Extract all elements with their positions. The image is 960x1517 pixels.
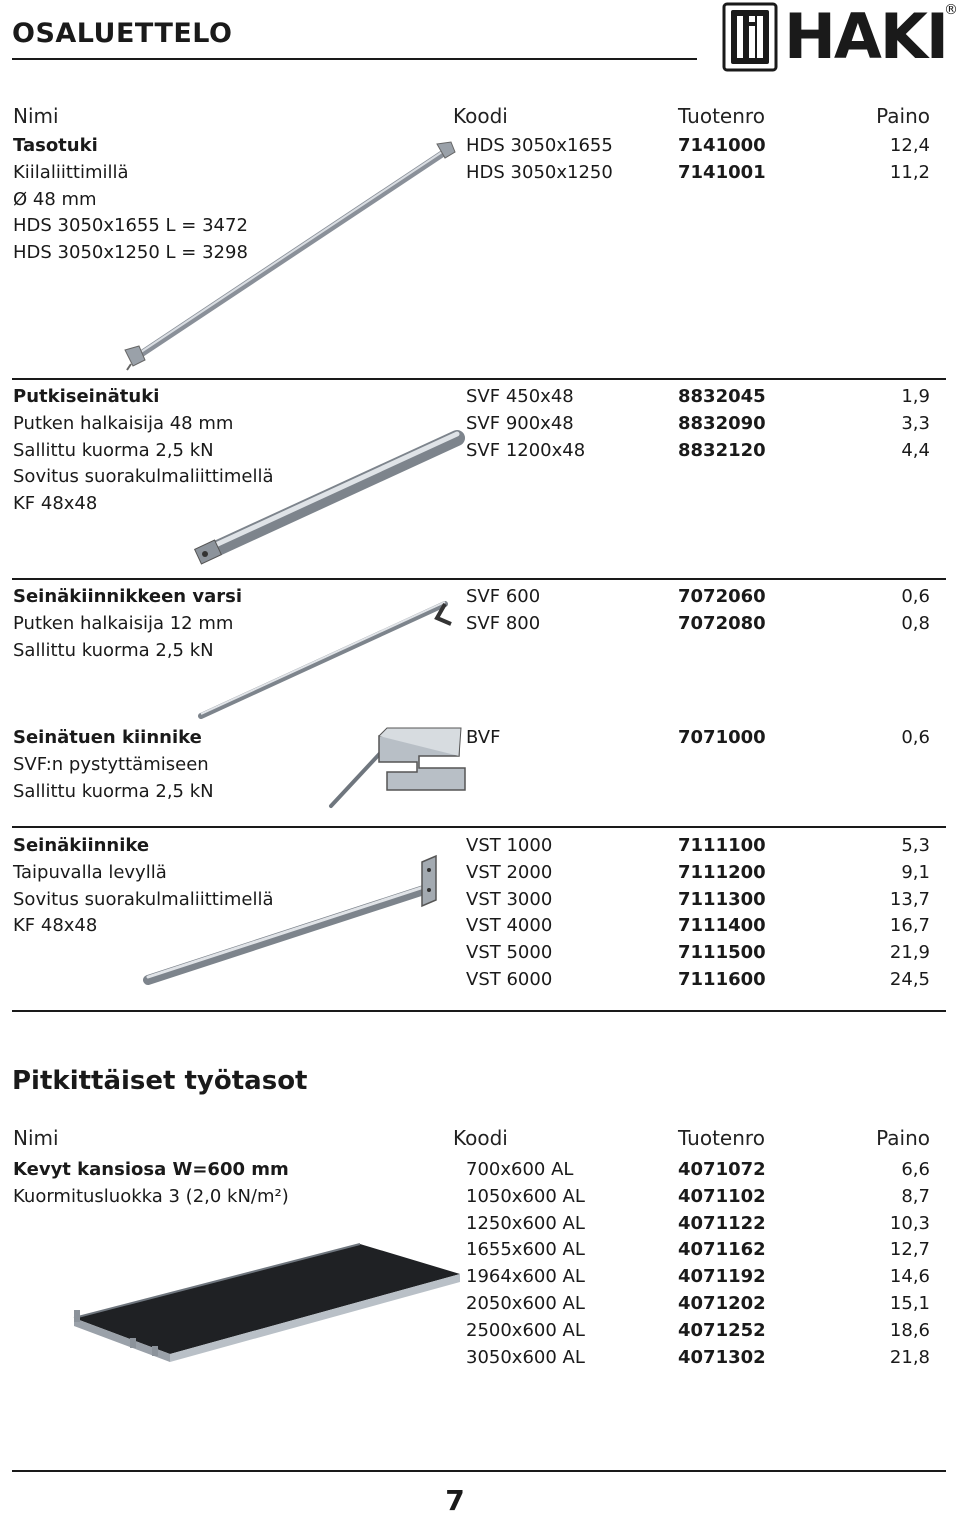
- col-product-header: Tuotenro: [678, 1126, 765, 1150]
- page-number: 7: [445, 1484, 465, 1517]
- seinakiinnike-image: [140, 850, 450, 990]
- registered-mark: ®: [944, 2, 958, 18]
- row-code: 3050x600 AL: [466, 1346, 585, 1368]
- product-name: Seinäkiinnike: [13, 835, 150, 856]
- footer-rule: [12, 1470, 946, 1472]
- row-code: SVF 900x48: [466, 412, 574, 434]
- product-detail: Sallittu kuorma 2,5 kN: [13, 439, 214, 461]
- row-weight: 9,1: [901, 861, 930, 883]
- row-weight: 21,9: [889, 942, 930, 964]
- row-weight: 18,6: [889, 1319, 930, 1341]
- col-name-header: Nimi: [13, 104, 59, 128]
- weight-column: [830, 1157, 930, 1371]
- row-code: HDS 3050x1250: [466, 161, 613, 183]
- row-code: 700x600 AL: [466, 1159, 574, 1180]
- product-detail: Ø 48 mm: [13, 188, 97, 210]
- row-product-no: 7072060: [678, 586, 766, 607]
- code-column: [466, 833, 552, 994]
- product-detail: Sallittu kuorma 2,5 kN: [13, 639, 214, 661]
- row-weight: 12,4: [889, 135, 930, 156]
- product-detail: Sovitus suorakulmaliittimellä: [13, 888, 274, 910]
- varsi-image: [195, 592, 465, 727]
- product-name: Seinätuen kiinnike: [13, 727, 202, 748]
- product-detail: Putken halkaisija 12 mm: [13, 612, 234, 634]
- row-product-no: 8832090: [678, 412, 766, 434]
- row-product-no: 4071072: [678, 1159, 766, 1180]
- product-detail: HDS 3050x1655 L = 3472: [13, 215, 248, 237]
- product-no-column: [678, 384, 766, 464]
- product-no-column: [678, 584, 766, 638]
- row-product-no: 4071302: [678, 1346, 766, 1368]
- title-underline: [12, 58, 697, 60]
- weight-column: [830, 833, 930, 994]
- row-weight: 8,7: [901, 1185, 930, 1207]
- row-code: SVF 800: [466, 612, 541, 634]
- row-code: 1250x600 AL: [466, 1212, 585, 1234]
- row-product-no: 4071202: [678, 1292, 766, 1314]
- col-code-header: Koodi: [453, 104, 508, 128]
- row-product-no: 7141001: [678, 161, 766, 183]
- row-code: HDS 3050x1655: [466, 135, 613, 156]
- row-weight: 11,2: [889, 161, 930, 183]
- section-title: Pitkittäiset työtasot: [12, 1066, 308, 1096]
- weight-column: [830, 133, 930, 187]
- row-code: BVF: [466, 727, 501, 748]
- row-weight: 15,1: [889, 1292, 930, 1314]
- row-product-no: 7111400: [678, 915, 766, 937]
- tasotuki-image: [115, 140, 465, 380]
- row-product-no: 7141000: [678, 135, 766, 156]
- row-code: 1655x600 AL: [466, 1239, 585, 1261]
- weight-column: [830, 384, 930, 464]
- code-column: [466, 725, 500, 752]
- row-product-no: 4071102: [678, 1185, 766, 1207]
- product-no-column: [678, 133, 766, 187]
- product-name: Putkiseinätuki: [13, 386, 160, 407]
- weight-column: [830, 725, 930, 752]
- product-name: Kevyt kansiosa W=600 mm: [13, 1159, 289, 1180]
- product-detail: SVF:n pystyttämiseen: [13, 753, 209, 775]
- col-weight-header: Paino: [876, 104, 930, 128]
- row-weight: 1,9: [901, 386, 930, 407]
- product-detail: Taipuvalla levyllä: [13, 861, 167, 883]
- col-weight-header: Paino: [876, 1126, 930, 1150]
- row-weight: 21,8: [889, 1346, 930, 1368]
- product-name: Tasotuki: [13, 135, 98, 156]
- weight-column: [830, 584, 930, 638]
- row-product-no: 4071122: [678, 1212, 766, 1234]
- product-no-column: [678, 1157, 766, 1371]
- kansiosa-image: [60, 1230, 470, 1370]
- row-product-no: 8832120: [678, 439, 766, 461]
- product-detail: Kiilaliittimillä: [13, 161, 129, 183]
- section-divider: [12, 1010, 946, 1012]
- row-weight: 4,4: [901, 439, 930, 461]
- haki-logo: [722, 2, 960, 72]
- row-code: VST 3000: [466, 888, 553, 910]
- row-code: SVF 600: [466, 586, 541, 607]
- row-code: VST 5000: [466, 942, 553, 964]
- code-column: [466, 384, 585, 464]
- row-product-no: 4071192: [678, 1266, 766, 1288]
- row-weight: 24,5: [889, 968, 930, 990]
- section-divider: [12, 578, 946, 580]
- row-weight: 14,6: [889, 1266, 930, 1288]
- section-divider: [12, 826, 946, 828]
- col-product-header: Tuotenro: [678, 104, 765, 128]
- putkiseinatuki-image: [195, 430, 465, 570]
- row-weight: 10,3: [889, 1212, 930, 1234]
- row-weight: 0,8: [901, 612, 930, 634]
- col-name-header: Nimi: [13, 1126, 59, 1150]
- row-weight: 13,7: [889, 888, 930, 910]
- row-code: SVF 450x48: [466, 386, 574, 407]
- row-weight: 12,7: [889, 1239, 930, 1261]
- product-detail: KF 48x48: [13, 915, 98, 937]
- code-column: [466, 1157, 585, 1371]
- row-weight: 16,7: [889, 915, 930, 937]
- row-code: VST 4000: [466, 915, 553, 937]
- logo-text: HAKI: [784, 0, 947, 73]
- kiinnike-image: [325, 722, 470, 814]
- row-product-no: 7072080: [678, 612, 766, 634]
- row-product-no: 4071162: [678, 1239, 766, 1261]
- row-code: 1050x600 AL: [466, 1185, 585, 1207]
- row-weight: 0,6: [901, 727, 930, 748]
- section-divider: [12, 378, 946, 380]
- code-column: [466, 584, 540, 638]
- product-detail: HDS 3050x1250 L = 3298: [13, 242, 248, 264]
- row-product-no: 8832045: [678, 386, 766, 407]
- product-no-column: [678, 725, 766, 752]
- product-detail: Kuormitusluokka 3 (2,0 kN/m²): [13, 1185, 289, 1207]
- row-code: VST 1000: [466, 835, 553, 856]
- row-product-no: 7071000: [678, 727, 766, 748]
- row-product-no: 7111300: [678, 888, 766, 910]
- row-product-no: 7111500: [678, 942, 766, 964]
- row-code: VST 2000: [466, 861, 553, 883]
- row-code: 1964x600 AL: [466, 1266, 585, 1288]
- row-code: SVF 1200x48: [466, 439, 586, 461]
- row-product-no: 7111100: [678, 835, 766, 856]
- row-product-no: 7111200: [678, 861, 766, 883]
- row-weight: 5,3: [901, 835, 930, 856]
- row-product-no: 7111600: [678, 968, 766, 990]
- product-detail: KF 48x48: [13, 493, 98, 515]
- row-code: 2050x600 AL: [466, 1292, 585, 1314]
- row-weight: 0,6: [901, 586, 930, 607]
- row-code: 2500x600 AL: [466, 1319, 585, 1341]
- row-weight: 3,3: [901, 412, 930, 434]
- page-title: OSALUETTELO: [12, 18, 233, 49]
- row-product-no: 4071252: [678, 1319, 766, 1341]
- product-block-kevyt-kansiosa: [13, 1157, 289, 1211]
- product-detail: Putken halkaisija 48 mm: [13, 412, 234, 434]
- row-weight: 6,6: [901, 1159, 930, 1180]
- product-detail: Sallittu kuorma 2,5 kN: [13, 780, 214, 802]
- product-block-seinatuen-kiinnike: [13, 725, 214, 805]
- product-no-column: [678, 833, 766, 994]
- product-name: Seinäkiinnikkeen varsi: [13, 586, 243, 607]
- product-detail: Sovitus suorakulmaliittimellä: [13, 466, 274, 488]
- code-column: [466, 133, 613, 187]
- row-code: VST 6000: [466, 968, 553, 990]
- col-code-header: Koodi: [453, 1126, 508, 1150]
